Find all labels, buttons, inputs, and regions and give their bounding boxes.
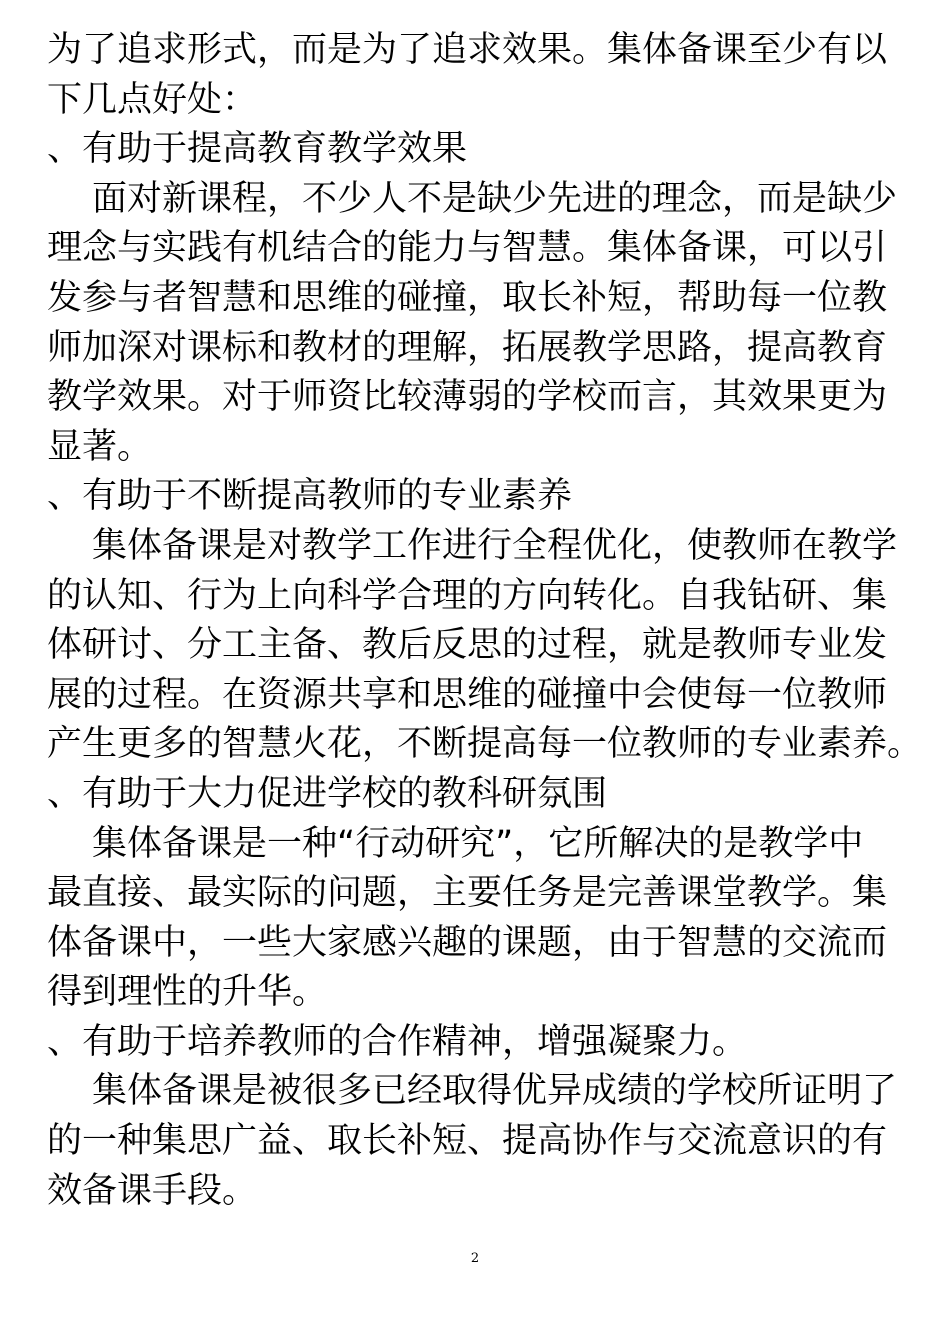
text-line: 为了追求形式，而是为了追求效果。集体备课至少有以: [47, 30, 888, 70]
text-line: 体研讨、分工主备、教后反思的过程，就是教师专业发: [47, 625, 888, 666]
text-line: 发参与者智慧和思维的碰撞，取长补短，帮助每一位教: [47, 277, 888, 318]
section-paragraph: [47, 1067, 907, 1216]
section-heading: 、有助于培养教师的合作精神，增强凝聚力。: [47, 1021, 748, 1062]
section-paragraph: [47, 820, 907, 1018]
text-line: 显著。: [47, 426, 153, 467]
section-heading: 、有助于不断提高教师的专业素养: [47, 476, 573, 517]
text-line: 得到理性的升华。: [47, 972, 328, 1013]
text-line: 集体备课是被很多已经取得优异成绩的学校所证明了: [92, 1071, 898, 1112]
text-line: 的一种集思广益、取长补短、提高协作与交流意识的有: [47, 1121, 888, 1162]
text-line: 体备课中，一些大家感兴趣的课题，由于智慧的交流而: [47, 922, 888, 963]
document-body: [47, 26, 923, 1216]
text-line: 集体备课是对教学工作进行全程优化，使教师在教学: [92, 525, 898, 566]
text-line: 集体备课是一种“行动研究”，它所解决的是教学中: [92, 823, 864, 864]
text-line: 产生更多的智慧火花，不断提高每一位教师的专业素养。: [47, 724, 923, 765]
section-heading: 、有助于大力促进学校的教科研氛围: [47, 773, 608, 814]
text-line: 理念与实践有机结合的能力与智慧。集体备课，可以引: [47, 228, 888, 269]
text-line: 效备课手段。: [47, 1170, 258, 1211]
text-line: 教学效果。对于师资比较薄弱的学校而言，其效果更为: [47, 377, 888, 418]
text-line: 最直接、最实际的问题，主要任务是完善课堂教学。集: [47, 873, 888, 914]
intro-paragraph: [47, 26, 907, 125]
section-paragraph: [47, 175, 907, 473]
section-heading: 、有助于提高教育教学效果: [47, 129, 468, 170]
page-number: 2: [470, 1251, 480, 1266]
text-line: 师加深对课标和教材的理解，拓展教学思路，提高教育: [47, 327, 888, 368]
text-line: 展的过程。在资源共享和思维的碰撞中会使每一位教师: [47, 674, 888, 715]
text-line: 的认知、行为上向科学合理的方向转化。自我钻研、集: [47, 575, 888, 616]
text-line: 面对新课程，不少人不是缺少先进的理念，而是缺少: [92, 178, 898, 219]
section-paragraph: [47, 522, 923, 770]
text-line: 下几点好处：: [47, 79, 258, 120]
